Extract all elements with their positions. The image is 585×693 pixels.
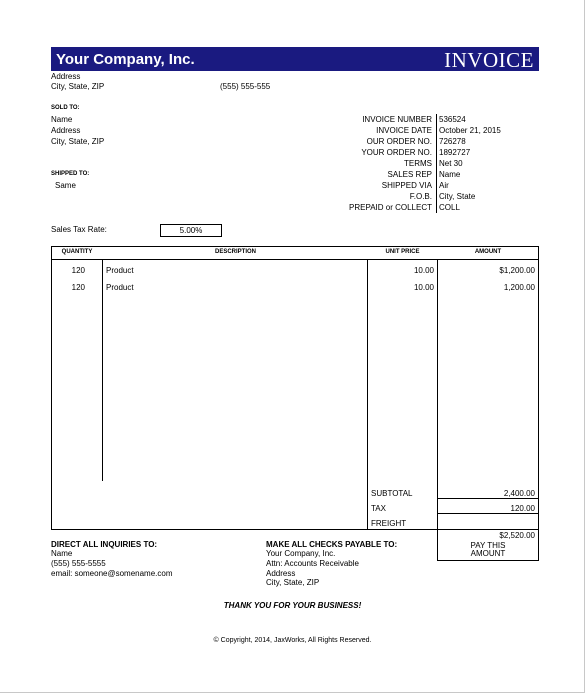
shipped-to-label: SHIPPED TO: [51, 171, 90, 177]
meta-value: October 21, 2015 [439, 126, 501, 135]
row-unit-price: 10.00 [413, 266, 434, 275]
meta-value: 1892727 [439, 148, 471, 157]
tax-rate-label: Sales Tax Rate: [51, 225, 107, 234]
col-header-unit-price: UNIT PRICE [385, 249, 420, 255]
checks-attn: Attn: Accounts Receivable [266, 559, 359, 568]
row-unit-price: 10.00 [413, 283, 434, 292]
inquiries-phone: (555) 555-5555 [51, 559, 106, 568]
amount-label: AMOUNT [470, 549, 506, 558]
meta-value: City, State [439, 192, 476, 201]
row-amount: $1,200.00 [499, 266, 535, 275]
row-amount: 1,200.00 [503, 283, 535, 292]
meta-value: Air [439, 181, 449, 190]
meta-value: 726278 [439, 137, 466, 146]
subtotal-label: SUBTOTAL [371, 489, 413, 498]
meta-value: Name [439, 170, 461, 179]
col-header-description: DESCRIPTION [214, 249, 256, 255]
pay-this-label: PAY THIS [470, 541, 506, 550]
invoice-title: INVOICE [444, 48, 534, 72]
checks-address: Address [266, 569, 296, 578]
inquiries-email[interactable]: email: someone@somename.com [51, 569, 173, 578]
company-name: Your Company, Inc. [56, 51, 195, 68]
meta-value: 536524 [439, 115, 466, 124]
totals-divider [437, 513, 539, 514]
col-divider [102, 260, 103, 481]
sold-to-city: City, State, ZIP [51, 137, 105, 146]
inquiries-name: Name [51, 549, 73, 558]
meta-label: OUR ORDER NO. [366, 137, 432, 146]
meta-label: INVOICE NUMBER [362, 115, 432, 124]
row-description: Product [106, 283, 134, 292]
sold-to-address: Address [51, 126, 81, 135]
col-divider [367, 259, 368, 530]
freight-label: FREIGHT [371, 519, 407, 528]
checks-company: Your Company, Inc. [266, 549, 336, 558]
company-address: Address [51, 72, 81, 81]
subtotal-value: 2,400.00 [503, 489, 535, 498]
thank-you-text: THANK YOU FOR YOUR BUSINESS! [223, 601, 362, 610]
inquiries-label: DIRECT ALL INQUIRIES TO: [51, 540, 158, 549]
sold-to-name: Name [51, 115, 73, 124]
col-header-amount: AMOUNT [474, 249, 502, 255]
meta-label: PREPAID or COLLECT [349, 203, 432, 212]
row-description: Product [106, 266, 134, 275]
col-header-quantity: QUANTITY [61, 249, 93, 255]
meta-value: COLL [439, 203, 460, 212]
checks-label: MAKE ALL CHECKS PAYABLE TO: [266, 540, 398, 549]
meta-label: INVOICE DATE [376, 126, 432, 135]
col-divider [437, 259, 438, 560]
meta-label: SALES REP [387, 170, 432, 179]
meta-value: Net 30 [439, 159, 463, 168]
row-quantity: 120 [71, 266, 85, 275]
meta-divider [436, 114, 437, 213]
meta-label: YOUR ORDER NO. [361, 148, 432, 157]
row-quantity: 120 [71, 283, 85, 292]
meta-label: TERMS [404, 159, 432, 168]
company-city: City, State, ZIP [51, 82, 105, 91]
header-bar [51, 47, 539, 71]
tax-label: TAX [371, 504, 386, 513]
meta-label: F.O.B. [409, 192, 432, 201]
tax-rate-field[interactable]: 5.00% [160, 224, 222, 237]
tax-value: 120.00 [510, 504, 535, 513]
shipped-to-name: Same [55, 181, 76, 190]
total-amount: $2,520.00 [499, 531, 535, 540]
sold-to-label: SOLD TO: [51, 105, 80, 111]
checks-city: City, State, ZIP [266, 578, 320, 587]
totals-divider [437, 498, 539, 499]
company-phone: (555) 555-555 [220, 82, 271, 91]
table-header-divider [51, 259, 539, 260]
total-box-bottom [437, 560, 539, 561]
copyright-text: © Copyright, 2014, JaxWorks, All Rights Reserved. [213, 637, 372, 644]
meta-label: SHIPPED VIA [381, 181, 432, 190]
